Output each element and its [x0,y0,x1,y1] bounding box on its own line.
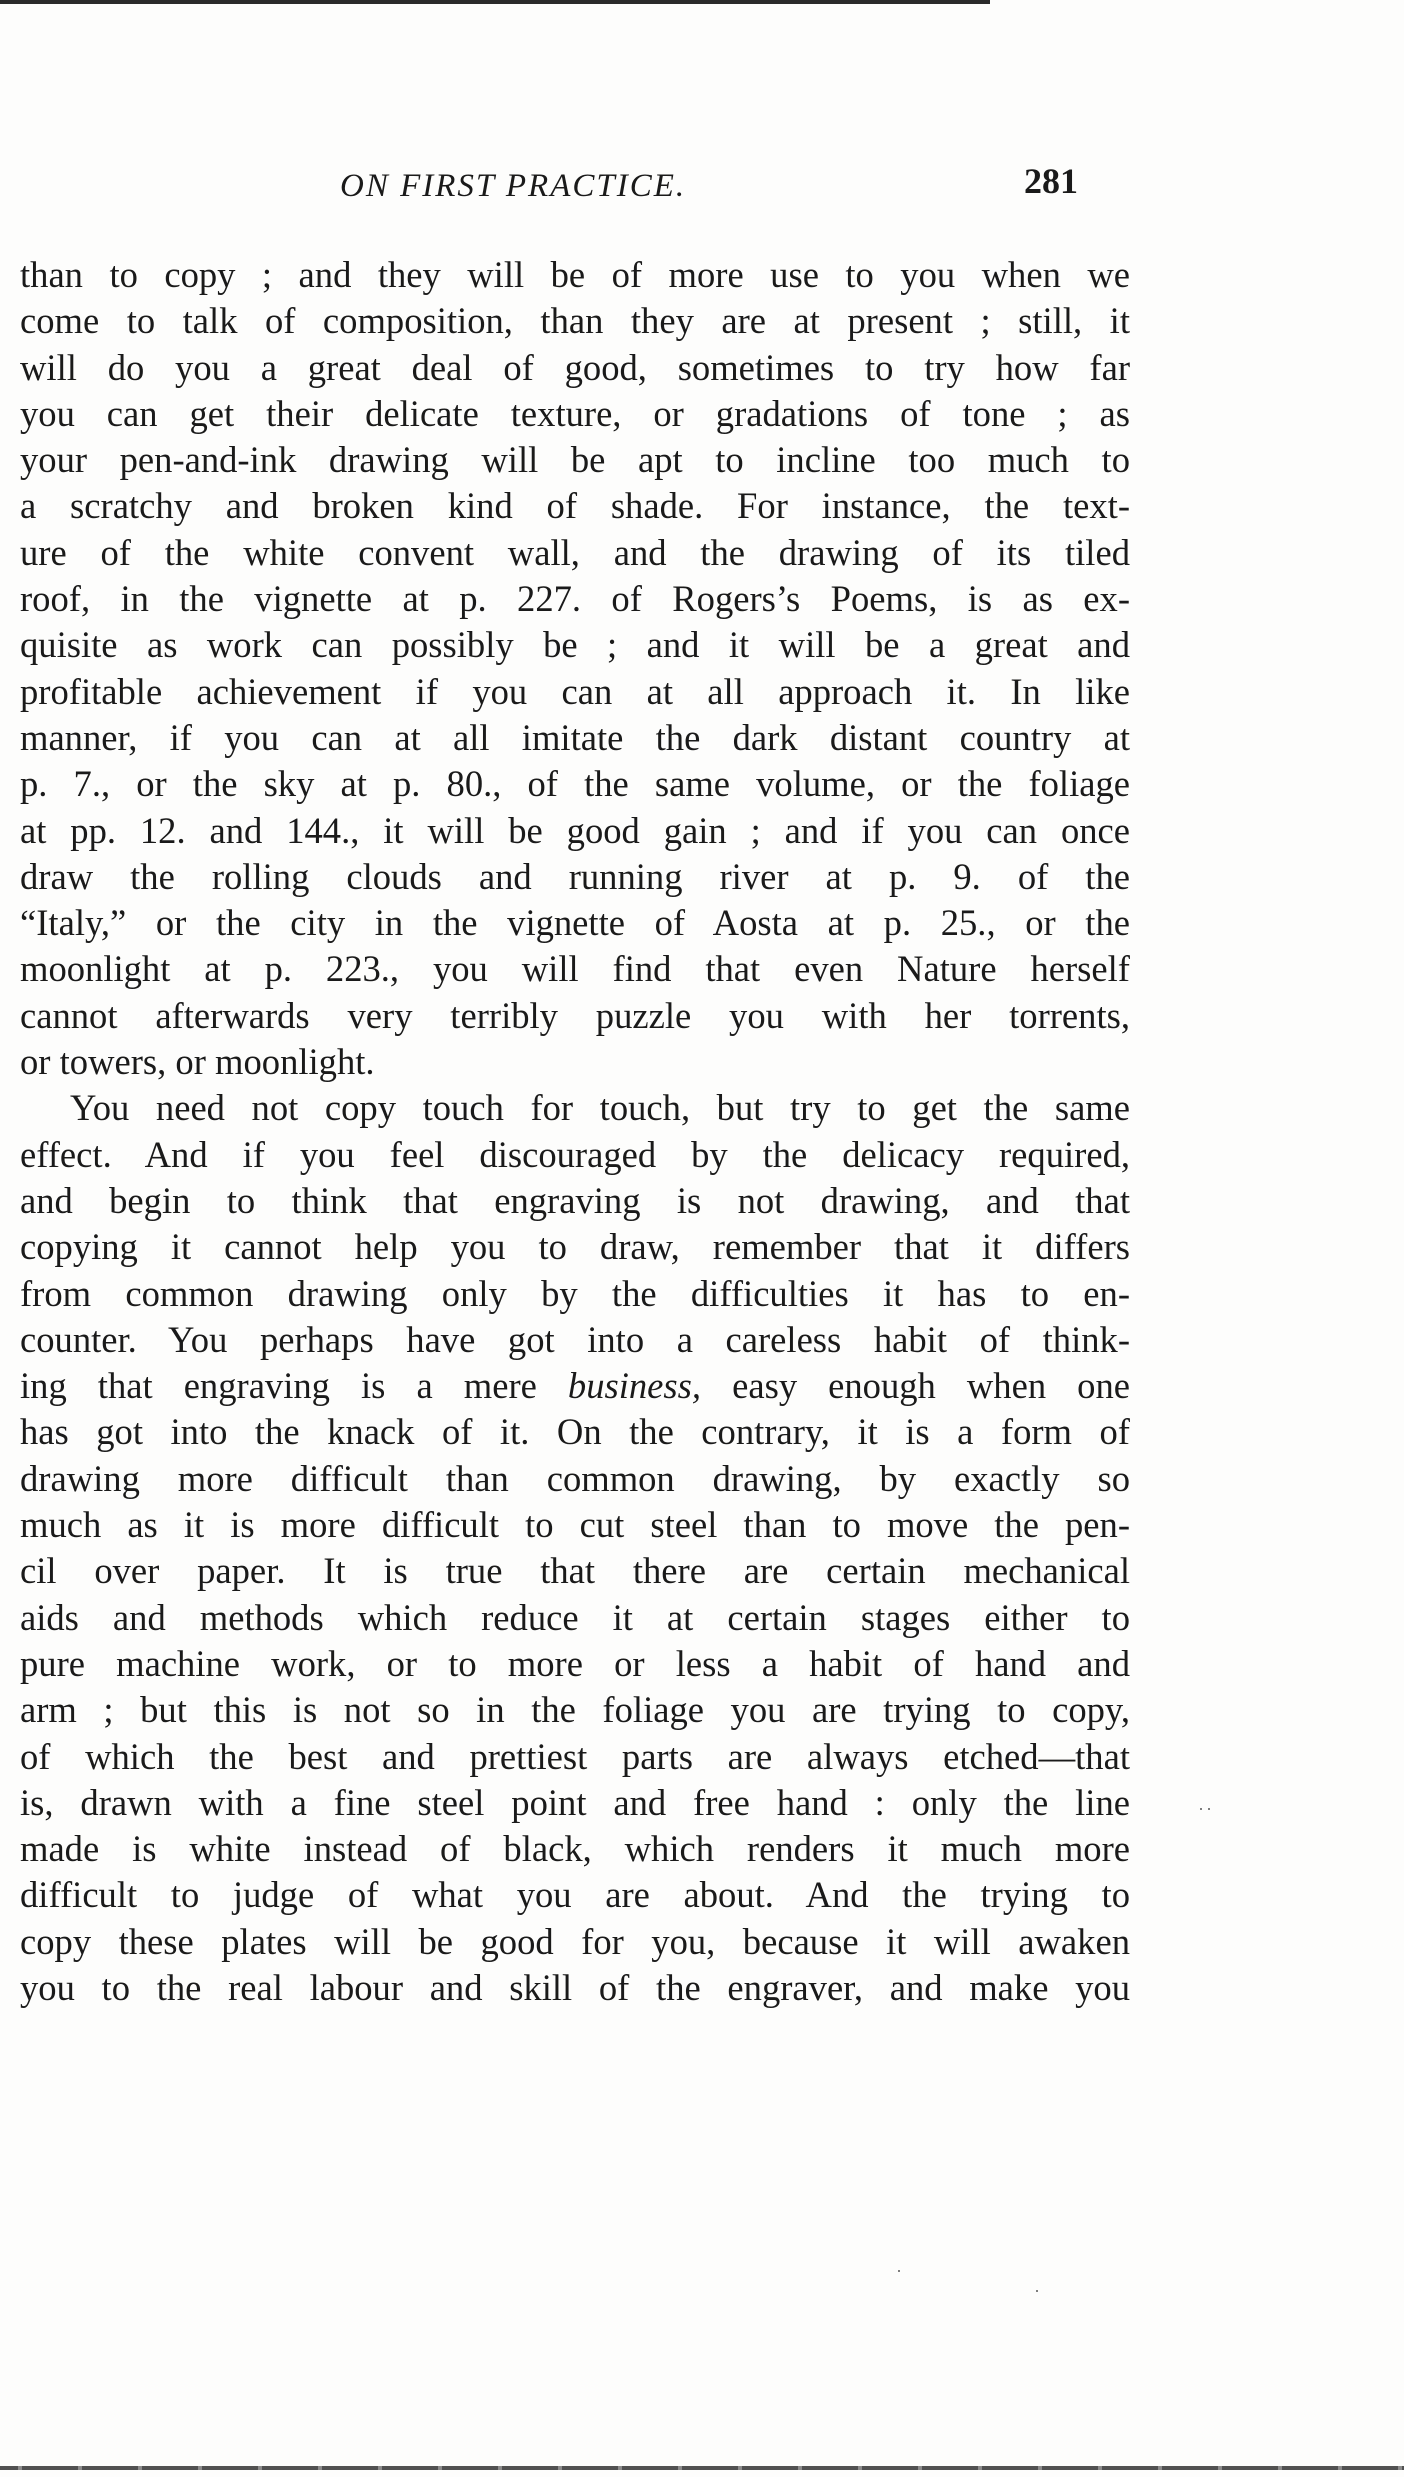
text-line: you to the real labour and skill of the engraver, and make you [20,1966,1130,2008]
text-line: draw the rolling clouds and running river at p. 9. of the [20,855,1130,897]
text-line: a scratchy and broken kind of shade. For instance, the text- [20,485,1130,527]
text-line: or towers, or moonlight. [20,1041,375,1083]
text-line: “Italy,” or the city in the vignette of Aosta at p. 25., or the [20,902,1130,944]
text-line: than to copy ; and they will be of more use to you when we [20,254,1130,295]
text-line: cannot afterwards very terribly puzzle you with her torrents, [20,994,1130,1036]
text-line: from common drawing only by the difficulties it has to en- [20,1272,1130,1314]
running-title: ON FIRST PRACTICE. [340,168,687,204]
scan-speck [1208,1808,1210,1810]
text-line: manner, if you can at all imitate the dark distant country at [20,716,1130,758]
text-line: will do you a great deal of good, sometimes to try how far [20,346,1130,388]
body-text [20,252,1130,2011]
text-line: much as it is more difficult to cut steel than to move the pen- [20,1504,1130,1546]
text-line: cil over paper. It is true that there are certain mechanical [20,1550,1130,1592]
text-line: copying it cannot help you to draw, remember that it differs [20,1226,1130,1268]
text-line: arm ; but this is not so in the foliage you are trying to copy, [20,1689,1130,1731]
text-line: pure machine work, or to more or less a habit of hand and [20,1642,1130,1684]
text-line: You need not copy touch for touch, but try to get the same [70,1087,1130,1129]
text-line: at pp. 12. and 144., it will be good gain ; and if you can once [20,809,1130,851]
italic-word: business, [567,1365,702,1407]
text-line: difficult to judge of what you are about. And the trying to [20,1874,1130,1916]
text-line: profitable achievement if you can at all approach it. In like [20,670,1130,712]
text-line: and begin to think that engraving is not drawing, and that [20,1179,1130,1221]
text-line: your pen-and-ink drawing will be apt to incline too much to [20,439,1130,481]
text-line: of which the best and prettiest parts are always etched—that [20,1735,1130,1777]
text-line: has got into the knack of it. On the contrary, it is a form of [20,1411,1130,1453]
text-line: ure of the white convent wall, and the drawing of its tiled [20,531,1130,573]
page-number: 281 [1024,161,1078,201]
text-line: made is white instead of black, which renders it much more [20,1828,1130,1870]
text-segment: ing that engraving is a mere [20,1365,537,1407]
text-line: aids and methods which reduce it at certain stages either to [20,1596,1130,1638]
text-line: is, drawn with a fine steel point and free hand : only the line [20,1781,1130,1823]
scan-speck [1036,2290,1038,2292]
text-segment: easy enough when one [732,1365,1130,1407]
text-line: counter. You perhaps have got into a careless habit of think- [20,1318,1130,1360]
scan-speck [898,2270,900,2272]
bottom-edge-rule [0,2466,1404,2470]
text-line: quisite as work can possibly be ; and it will be a great and [20,624,1130,666]
text-line: you can get their delicate texture, or gradations of tone ; as [20,392,1130,434]
text-line: effect. And if you feel discouraged by the delicacy required, [20,1133,1130,1175]
text-line: roof, in the vignette at p. 227. of Rogers’s Poems, is as ex- [20,578,1130,620]
text-line [20,1363,1130,1409]
scan-speck [1200,1808,1202,1810]
top-edge-rule [0,0,990,4]
text-line: come to talk of composition, than they are at present ; still, it [20,300,1130,342]
text-line: p. 7., or the sky at p. 80., of the same volume, or the foliage [20,763,1130,805]
text-line: copy these plates will be good for you, because it will awaken [20,1920,1130,1962]
text-line: drawing more difficult than common drawing, by exactly so [20,1457,1130,1499]
text-line: moonlight at p. 223., you will find that even Nature herself [20,948,1130,990]
